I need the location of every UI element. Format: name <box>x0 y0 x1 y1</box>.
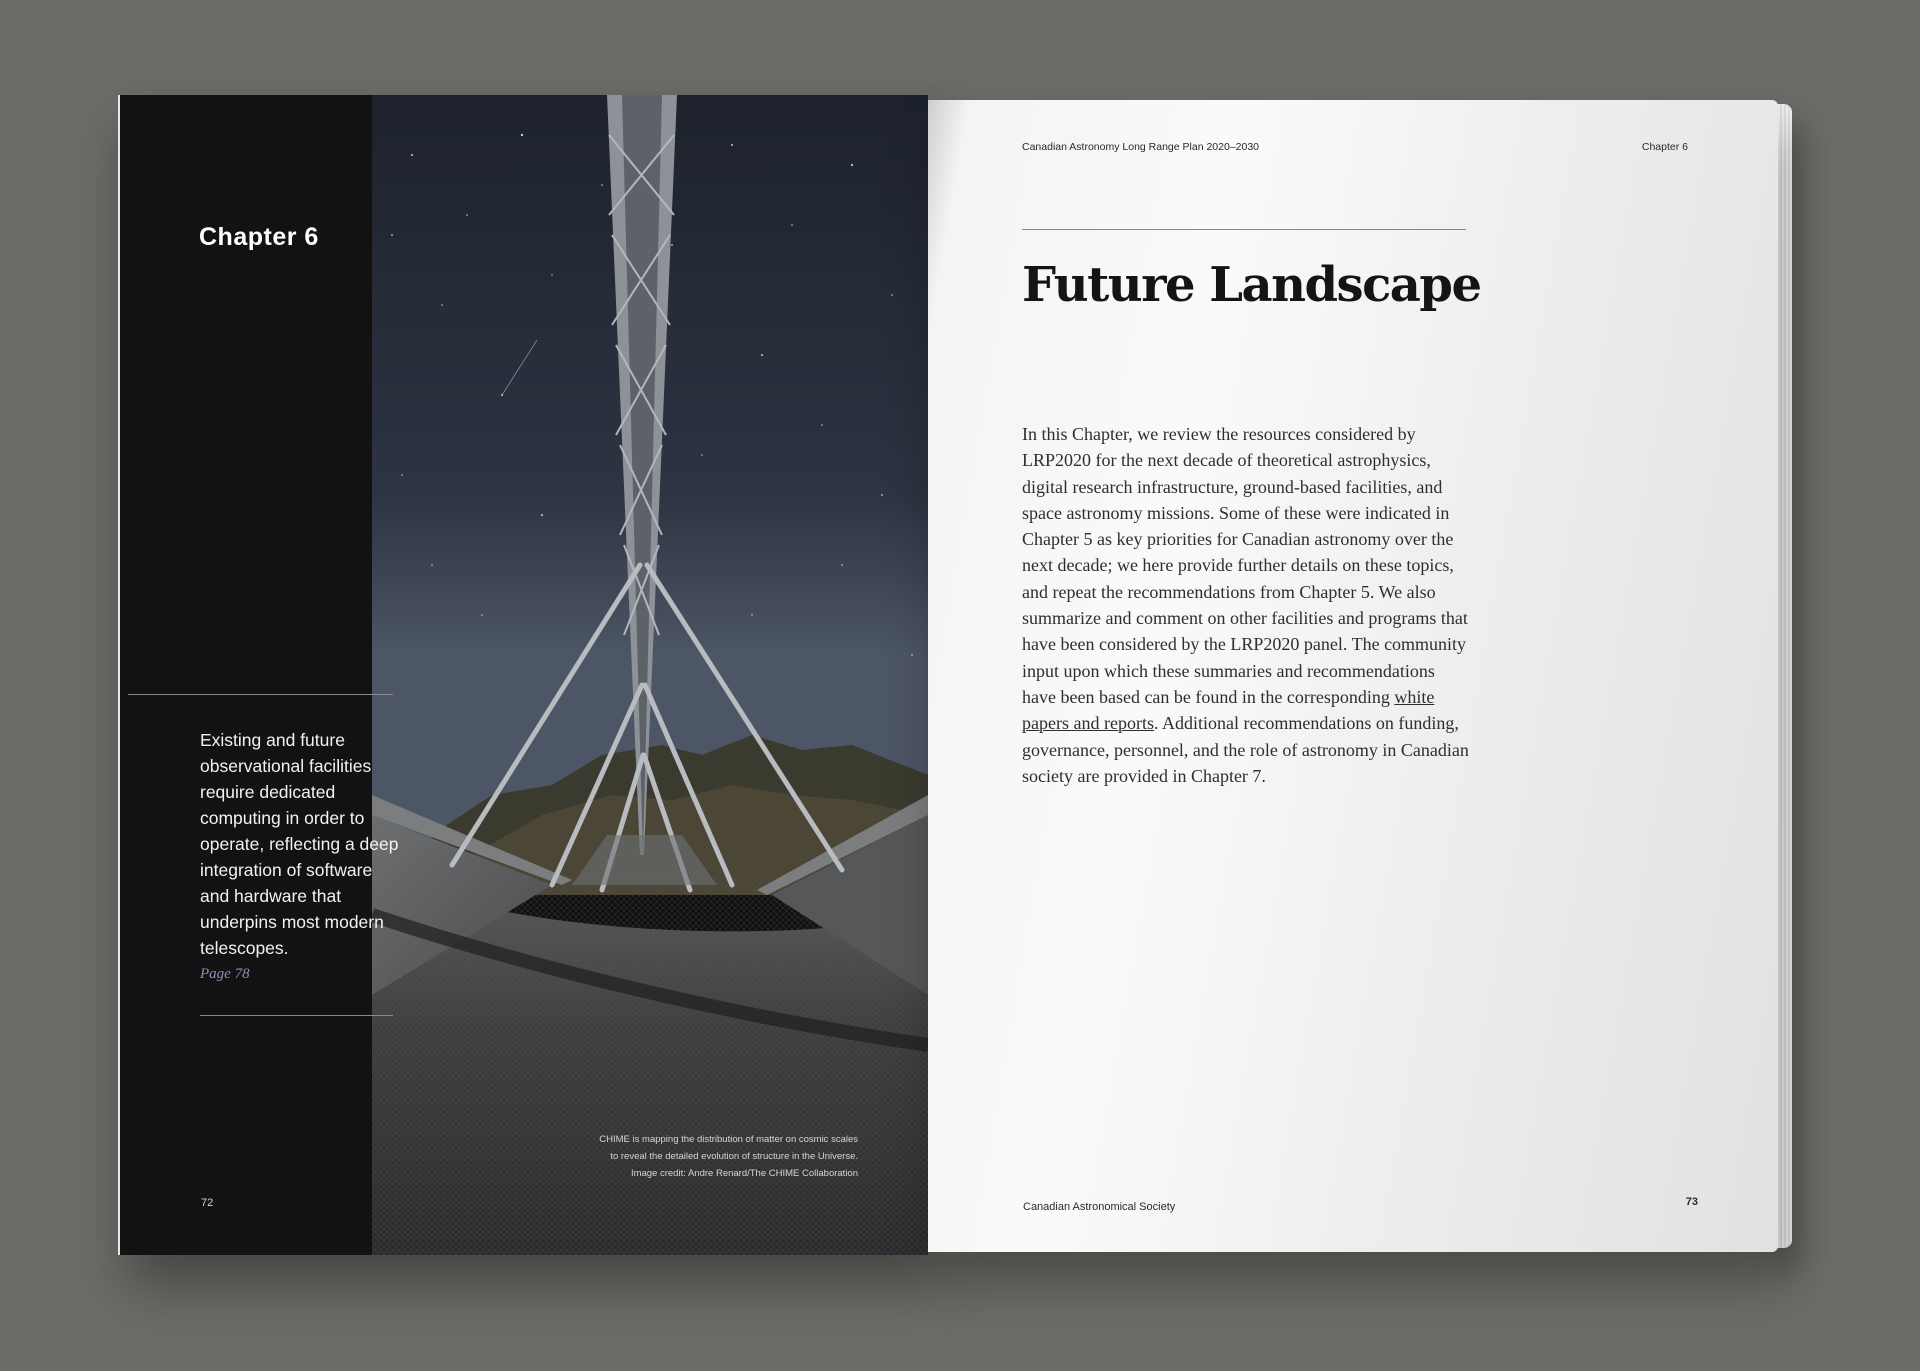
left-page <box>120 95 928 1255</box>
white-papers-link[interactable]: white papers and reports <box>1022 686 1435 734</box>
page-title: Future Landscape <box>1022 257 1481 313</box>
chapter-sidebar <box>120 95 372 1255</box>
pull-quote-bottom-rule <box>200 1015 393 1016</box>
chapter-label: Chapter 6 <box>199 223 319 251</box>
body-paragraph <box>1022 421 1472 789</box>
caption-line-2: to reveal the detailed evolution of structure in the Universe. <box>610 1151 858 1162</box>
right-page-number: 73 <box>1685 1196 1698 1208</box>
page-reference-link[interactable]: Page 78 <box>200 966 250 982</box>
right-page <box>928 100 1778 1252</box>
running-head-chapter: Chapter 6 <box>1641 141 1688 153</box>
body-text-end: . Additional recommendations on funding, governance, personnel, and the role of astronomy in Canadian society are provided in Chapter 7. <box>1022 713 1469 786</box>
caption-line-1: CHIME is mapping the distribution of matter on cosmic scales <box>599 1134 858 1145</box>
body-text-start: In this Chapter, we review the resources considered by LRP2020 for the next decade of theoretical astrophysics, digital research infrastructure, ground-based facilities, and space astronomy missions. Some of these were indicated in Chapter 5 as key priorities for Canadian astronomy over the next decade; we here provide further details on these topics, and repeat the recommendations from Chapter 5. We also summarize and comment on other facilities and programs that have been considered by the LRP2020 panel. The community input upon which these summaries and recommendations have been based can be found in the corresponding <box>1022 424 1468 707</box>
caption-credit: Image credit: Andre Renard/The CHIME Collaboration <box>630 1168 858 1179</box>
footer-society: Canadian Astronomical Society <box>1023 1201 1176 1213</box>
left-page-number: 72 <box>201 1197 214 1209</box>
pull-quote-top-rule <box>128 694 393 695</box>
running-head-title: Canadian Astronomy Long Range Plan 2020–2030 <box>1022 141 1260 153</box>
chime-telescope-photo <box>372 95 928 1255</box>
photo-caption <box>538 1131 858 1182</box>
title-rule <box>1022 229 1466 230</box>
pull-quote: Existing and future observational facilities require dedicated computing in order to operate, reflecting a deep integration of software and hardware that underpins most modern telescopes. <box>200 730 399 958</box>
